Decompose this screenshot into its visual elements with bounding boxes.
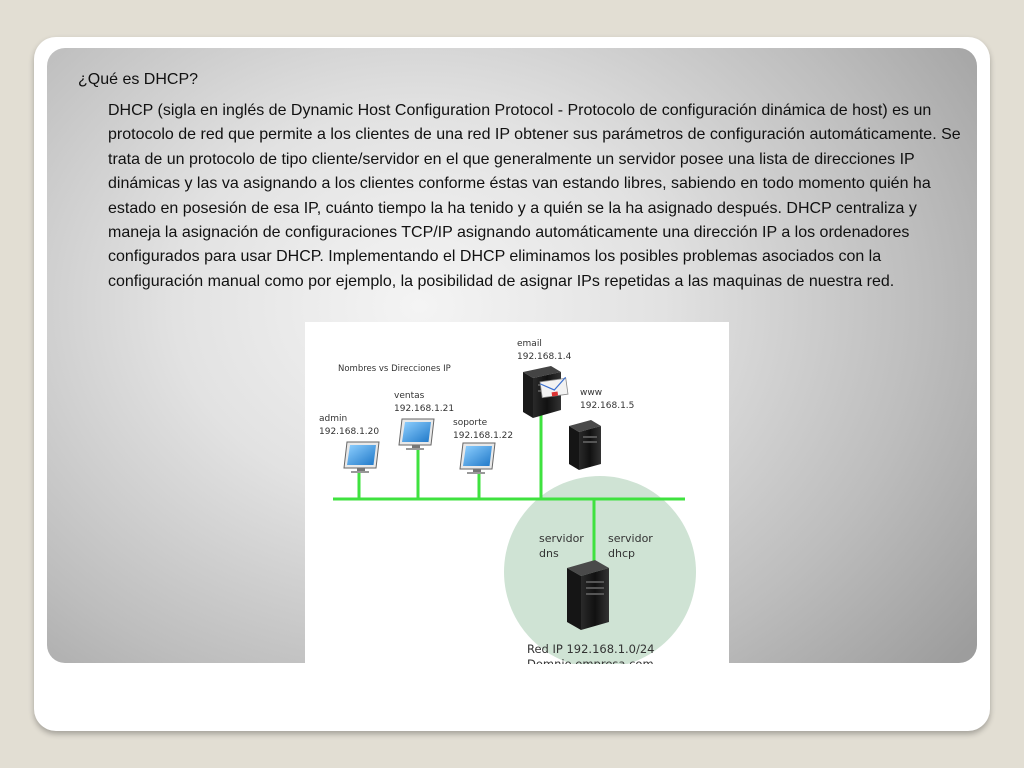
dns-label-line-1: servidor <box>539 532 584 545</box>
monitor-icon <box>460 443 495 474</box>
www-server <box>569 388 634 470</box>
dhcp-label-line-2: dhcp <box>608 547 635 560</box>
email-ip: 192.168.1.4 <box>517 352 572 362</box>
slide-paragraph: DHCP (sigla en inglés de Dynamic Host Configuration Protocol - Protocolo de configuración dinámica de host) es un protocolo de red que permite a los clientes de una red IP obtener sus parámetros de configuración automáticamente. Se trata de un protocolo de tipo cliente/servidor en el que generalmente un servidor posee una lista de direcciones IP dinámicas y las va asignando a los clientes conforme éstas van estando libres, sabiendo en todo momento quién ha estado en posesión de esa IP, cuánto tiempo la ha tenido y a quién se la ha asignado después. DHCP centraliza y maneja la asignación de configuraciones TCP/IP asignando automáticamente una dirección IP a los ordenadores configurados para usar DHCP. Implementando el DHCP eliminamos los posibles problemas asociados con la configuración manual como por ejemplo, la posibilidad de asignar IPs repetidas a las maquinas de nuestra red. <box>108 102 961 290</box>
dns-label-line-2: dns <box>539 547 559 560</box>
soporte-name: soporte <box>453 418 488 428</box>
ventas-name: ventas <box>394 391 425 401</box>
server-icon <box>569 420 601 470</box>
domain-label: Domnio empresa.com <box>527 657 654 664</box>
monitor-icon <box>399 419 434 450</box>
admin-name: admin <box>319 414 348 424</box>
www-name: www <box>580 388 603 398</box>
ventas-ip: 192.168.1.21 <box>394 404 455 414</box>
admin-computer <box>319 414 379 473</box>
server-icon <box>567 560 609 630</box>
www-ip: 192.168.1.5 <box>580 401 635 411</box>
network-diagram <box>305 322 729 664</box>
admin-ip: 192.168.1.20 <box>319 427 380 437</box>
soporte-computer <box>453 418 513 474</box>
ventas-computer <box>394 391 454 450</box>
monitor-icon <box>344 442 379 473</box>
diagram-title: Nombres vs Direcciones IP <box>338 364 451 374</box>
slide-heading: ¿Qué es DHCP? <box>78 71 199 88</box>
network-label: Red IP 192.168.1.0/24 <box>527 642 655 656</box>
dhcp-label-line-1: servidor <box>608 532 653 545</box>
mail-server-icon <box>523 366 568 418</box>
email-server <box>517 339 572 418</box>
email-name: email <box>517 339 542 349</box>
soporte-ip: 192.168.1.22 <box>453 431 514 441</box>
network-diagram-svg <box>305 322 729 664</box>
